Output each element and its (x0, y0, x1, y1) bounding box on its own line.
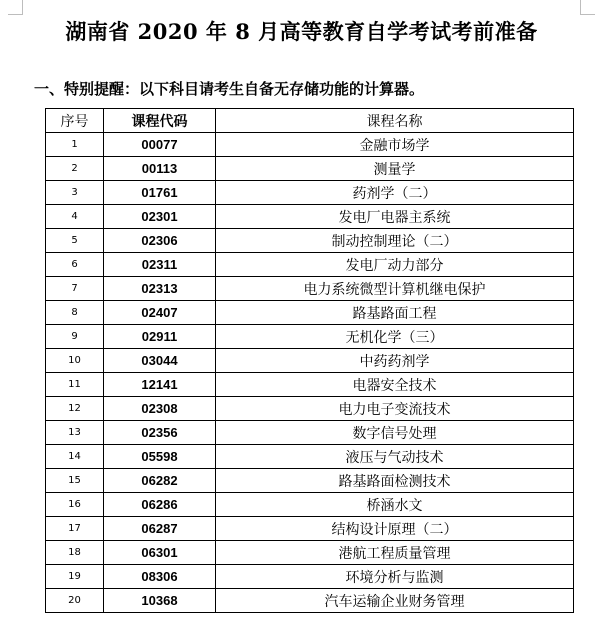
table-row (46, 277, 574, 301)
row-course-name: 发电厂动力部分 (216, 253, 574, 277)
row-course-code: 06286 (104, 493, 216, 517)
table-row (46, 349, 574, 373)
row-serial-number: 3 (46, 181, 104, 205)
row-course-name: 发电厂电器主系统 (216, 205, 574, 229)
row-course-code: 06301 (104, 541, 216, 565)
row-serial-number: 19 (46, 565, 104, 589)
row-course-name: 中药药剂学 (216, 349, 574, 373)
row-course-name: 金融市场学 (216, 133, 574, 157)
row-course-name: 汽车运输企业财务管理 (216, 589, 574, 613)
special-notice: 一、特别提醒：以下科目请考生自备无存储功能的计算器。 (34, 80, 425, 98)
row-serial-number: 15 (46, 469, 104, 493)
row-serial-number: 6 (46, 253, 104, 277)
row-course-code: 12141 (104, 373, 216, 397)
header-course-code: 课程代码 (104, 109, 216, 133)
row-course-code: 06282 (104, 469, 216, 493)
crop-mark-top-left (8, 0, 23, 15)
row-serial-number: 11 (46, 373, 104, 397)
row-course-code: 02911 (104, 325, 216, 349)
row-course-code: 00077 (104, 133, 216, 157)
row-course-code: 02356 (104, 421, 216, 445)
row-course-code: 02301 (104, 205, 216, 229)
row-course-name: 电器安全技术 (216, 373, 574, 397)
table-row (46, 565, 574, 589)
table-row (46, 493, 574, 517)
table-row (46, 445, 574, 469)
row-course-code: 02313 (104, 277, 216, 301)
row-course-name: 无机化学（三） (216, 325, 574, 349)
row-course-code: 01761 (104, 181, 216, 205)
row-serial-number: 16 (46, 493, 104, 517)
row-course-name: 路基路面工程 (216, 301, 574, 325)
row-course-name: 测量学 (216, 157, 574, 181)
table-row (46, 325, 574, 349)
table-row (46, 181, 574, 205)
row-serial-number: 8 (46, 301, 104, 325)
table-row (46, 397, 574, 421)
row-course-name: 电力电子变流技术 (216, 397, 574, 421)
table-header-row (46, 109, 574, 133)
row-course-name: 液压与气动技术 (216, 445, 574, 469)
crop-mark-top-right (580, 0, 595, 15)
row-serial-number: 10 (46, 349, 104, 373)
row-serial-number: 12 (46, 397, 104, 421)
row-course-name: 药剂学（二） (216, 181, 574, 205)
row-serial-number: 13 (46, 421, 104, 445)
row-course-name: 路基路面检测技术 (216, 469, 574, 493)
row-course-name: 港航工程质量管理 (216, 541, 574, 565)
row-course-name: 电力系统微型计算机继电保护 (216, 277, 574, 301)
row-course-code: 03044 (104, 349, 216, 373)
row-course-code: 02407 (104, 301, 216, 325)
row-course-name: 结构设计原理（二） (216, 517, 574, 541)
table-row (46, 421, 574, 445)
row-serial-number: 5 (46, 229, 104, 253)
row-serial-number: 7 (46, 277, 104, 301)
header-course-name: 课程名称 (216, 109, 574, 133)
table-row (46, 205, 574, 229)
row-serial-number: 14 (46, 445, 104, 469)
row-course-code: 10368 (104, 589, 216, 613)
row-course-code: 00113 (104, 157, 216, 181)
row-course-code: 02306 (104, 229, 216, 253)
header-serial-number: 序号 (46, 109, 104, 133)
row-course-code: 02311 (104, 253, 216, 277)
table-row (46, 157, 574, 181)
row-serial-number: 4 (46, 205, 104, 229)
document-title: 湖南省 2020 年 8 月高等教育自学考试考前准备 (65, 19, 538, 44)
row-course-code: 02308 (104, 397, 216, 421)
table-row (46, 301, 574, 325)
table-row (46, 469, 574, 493)
table-row (46, 517, 574, 541)
row-serial-number: 9 (46, 325, 104, 349)
course-table (45, 108, 574, 613)
table-row (46, 373, 574, 397)
row-course-code: 06287 (104, 517, 216, 541)
row-serial-number: 17 (46, 517, 104, 541)
row-serial-number: 20 (46, 589, 104, 613)
row-course-code: 05598 (104, 445, 216, 469)
row-course-code: 08306 (104, 565, 216, 589)
table-row (46, 229, 574, 253)
table-row (46, 589, 574, 613)
table-row (46, 133, 574, 157)
row-serial-number: 18 (46, 541, 104, 565)
row-course-name: 环境分析与监测 (216, 565, 574, 589)
row-course-name: 数字信号处理 (216, 421, 574, 445)
row-course-name: 桥涵水文 (216, 493, 574, 517)
row-course-name: 制动控制理论（二） (216, 229, 574, 253)
table-row (46, 541, 574, 565)
row-serial-number: 2 (46, 157, 104, 181)
table-row (46, 253, 574, 277)
row-serial-number: 1 (46, 133, 104, 157)
